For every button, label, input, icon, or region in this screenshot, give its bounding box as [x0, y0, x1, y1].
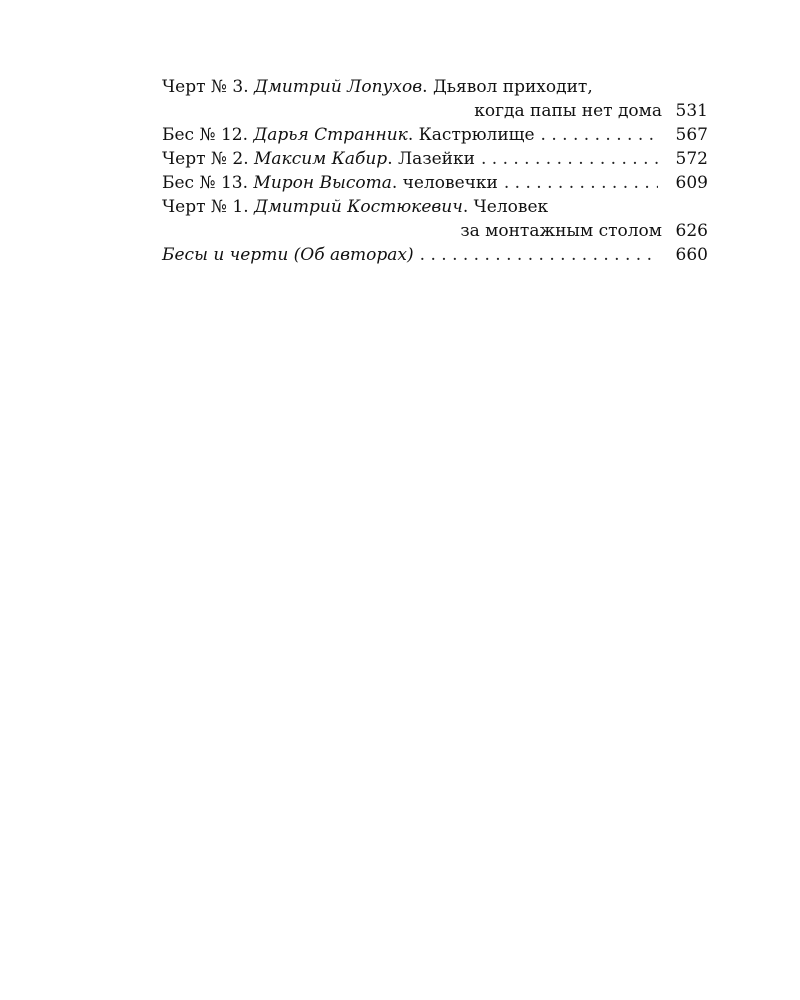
toc-entry-page-number: 567: [675, 125, 708, 145]
toc-entry-title: Бесы и черти (Об авторах): [162, 245, 414, 265]
toc-entry[interactable]: [162, 147, 708, 171]
toc-entry-label: Черт № 3.: [162, 77, 249, 97]
toc-entry-heading: Черт № 1. Дмитрий Костюкевич. Человек: [162, 197, 549, 217]
toc-entry-label: Черт № 1.: [162, 197, 249, 217]
toc-entry-author: Дарья Странник: [253, 125, 408, 145]
toc-entry-author: Мирон Высота: [253, 173, 392, 193]
toc-entry-title: Дьявол приходит,: [432, 77, 593, 97]
toc-entry-page-number: 660: [675, 245, 708, 265]
dot-leader: [481, 147, 658, 171]
toc-entry-title: Человек: [473, 197, 549, 217]
toc-entry-label: Бес № 13.: [162, 173, 249, 193]
toc-entry-heading: Черт № 2. Максим Кабир. Лазейки: [162, 149, 475, 169]
toc-entry-page-number: 572: [675, 149, 708, 169]
toc-entry-title-continued: когда папы нет дома: [474, 101, 662, 121]
toc-entry-line: [162, 75, 708, 99]
toc-entry-author: Дмитрий Лопухов: [254, 77, 423, 97]
toc-entry-heading: Бес № 12. Дарья Странник. Кастрюлище: [162, 125, 535, 145]
toc-entry-page-number: 626: [675, 221, 708, 241]
toc-entry-author: Дмитрий Костюкевич: [254, 197, 463, 217]
toc-entry-page-number: 531: [675, 101, 708, 121]
toc-entry-heading: Бес № 13. Мирон Высота. человечки: [162, 173, 498, 193]
toc-entry-line: [162, 99, 708, 123]
toc-entry-title-continued: за монтажным столом: [460, 221, 662, 241]
toc-entry[interactable]: [162, 75, 708, 123]
toc-entry-line: [162, 171, 708, 195]
toc-entry[interactable]: [162, 195, 708, 243]
toc-entry[interactable]: [162, 243, 708, 267]
toc-entry-label: Черт № 2.: [162, 149, 249, 169]
table-of-contents: [162, 75, 708, 267]
toc-entry-line: [162, 123, 708, 147]
toc-entry-line: [162, 219, 708, 243]
toc-entry-title: Кастрюлище: [418, 125, 535, 145]
toc-entry-title: Лазейки: [398, 149, 475, 169]
toc-entry-title: человечки: [402, 173, 498, 193]
toc-entry-author: Максим Кабир: [254, 149, 388, 169]
dot-leader: [420, 243, 658, 267]
toc-entry[interactable]: [162, 123, 708, 147]
toc-entry-label: Бес № 12.: [162, 125, 249, 145]
toc-entry-line: [162, 195, 708, 219]
toc-entry-page-number: 609: [675, 173, 708, 193]
toc-entry[interactable]: [162, 171, 708, 195]
toc-entry-line: [162, 243, 708, 267]
toc-entry-line: [162, 147, 708, 171]
toc-entry-heading: Черт № 3. Дмитрий Лопухов. Дьявол приходит,: [162, 77, 593, 97]
dot-leader: [504, 171, 658, 195]
dot-leader: [541, 123, 658, 147]
